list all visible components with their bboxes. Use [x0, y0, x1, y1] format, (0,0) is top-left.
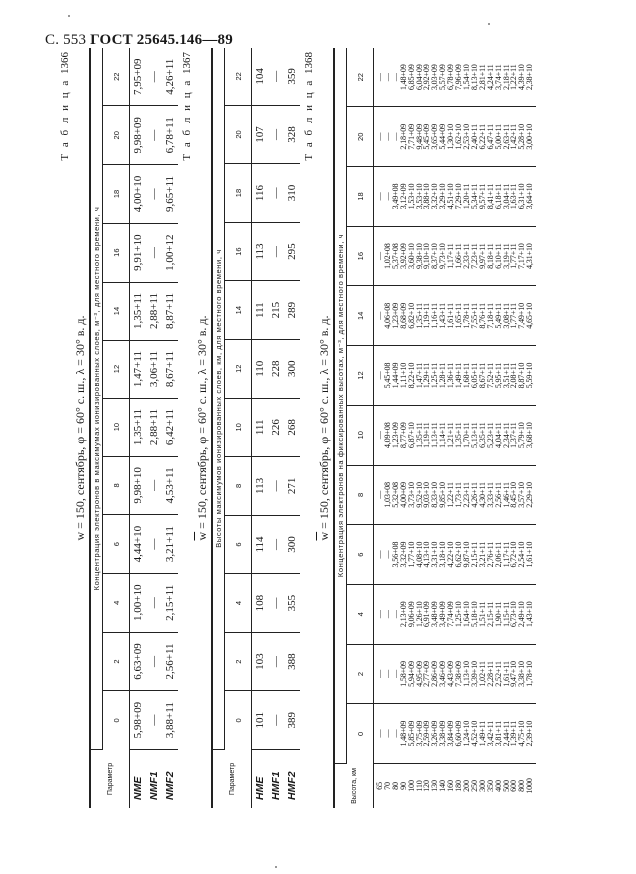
- table-cell: —: [268, 457, 284, 516]
- table-number: 1367: [181, 52, 193, 74]
- column-values: — — — 2,18+09 7,71+09 9,48+09 5,45+09 3,65+09 5,44+09 1,30+10 1,62+10 2,53+10 2,40+11 6,22+11 6,47+11 5,00+11 2,63+11 1,42+11 5,28+10 3,00+10: [375, 123, 535, 150]
- hour-header: 4: [103, 573, 130, 632]
- table-cell: 289: [284, 281, 300, 340]
- hour-header: 2: [347, 644, 374, 704]
- table-cell: 4,26+11: [162, 48, 178, 106]
- table-cell: —: [268, 515, 284, 574]
- hour-header-row: [103, 48, 130, 808]
- table-cell: 113: [252, 457, 269, 516]
- hour-header: 6: [103, 515, 130, 574]
- table-cell: 228: [268, 339, 284, 398]
- table-cell: 103: [252, 632, 269, 691]
- table-cell: —: [268, 632, 284, 691]
- table-cell: —: [146, 632, 162, 691]
- hour-header: 10: [225, 398, 252, 457]
- column-values: — — — 1,48+09 6,85+09 6,04+09 2,92+09 3,03+09 5,57+09 6,78+09 7,96+09 1,54+10 8,13+10 2,81+11 4,24+11 3,74+11 2,18+11 1,22+11 4,39+10 2,38+10: [375, 64, 535, 91]
- hour-header: 4: [347, 584, 374, 644]
- table-cell: 116: [252, 164, 269, 223]
- hour-header: 20: [225, 105, 252, 164]
- hour-header: 8: [225, 457, 252, 516]
- column-values: — — — 2,13+09 9,06+09 1,26+10 6,91+09 3,48+09 3,49+09 7,74+09 1,25+10 1,64+10 5,18+10 1,51+11 2,15+11 1,90+11 1,15+11 6,73+10 2,49+10 1,43+10: [375, 601, 535, 628]
- table-cell: 8,87+11: [162, 282, 178, 340]
- table-cell: 6,42+11: [162, 398, 178, 456]
- table-cell: —: [146, 691, 162, 750]
- table-cell: —: [268, 691, 284, 750]
- table-1366-label: [58, 48, 72, 808]
- table-cell: —: [146, 456, 162, 515]
- table-cell: [374, 226, 537, 286]
- parameter-name: HMF1: [270, 771, 282, 800]
- hour-header: 16: [103, 223, 130, 282]
- table-row: [130, 48, 147, 808]
- table-label-text: Т а б л и ц а: [181, 78, 193, 161]
- parameter-name: HME: [254, 776, 266, 800]
- table-cell: [374, 167, 537, 227]
- table-cell: 355: [284, 574, 300, 633]
- table-row: [162, 48, 178, 808]
- span-title: Концентрация электронов в максимумах ионизированных слоев, м⁻³, для местного времени, ч: [90, 48, 103, 750]
- table-cell: —: [268, 222, 284, 281]
- table-label-text: Т а б л и ц а: [303, 78, 315, 161]
- hour-header: 6: [225, 515, 252, 574]
- height-column: [374, 764, 537, 809]
- hour-header: 12: [103, 340, 130, 398]
- table-cell: 1,00+12: [162, 223, 178, 282]
- table-cell: 4,44+10: [130, 515, 147, 574]
- caption-text: = 150, сентябрь, φ = 60° с. ш., λ = 30° в. д.: [195, 315, 209, 532]
- hour-header-row: [225, 48, 252, 808]
- hour-header: 18: [225, 164, 252, 223]
- hour-header-row: [347, 48, 374, 808]
- table-cell: 9,98+09: [130, 106, 147, 165]
- table-cell: 388: [284, 632, 300, 691]
- hour-header: 0: [103, 691, 130, 750]
- table-row: [268, 48, 284, 808]
- span-title: Концентрация электронов на фиксированных высотах, м⁻³, для местного времени, ч: [334, 48, 347, 764]
- table-cell: 226: [268, 398, 284, 457]
- table-cell: 107: [252, 105, 269, 164]
- hour-header: 14: [347, 286, 374, 346]
- hour-header: 20: [347, 107, 374, 167]
- height-header: Высота, км: [334, 764, 374, 809]
- column-values: — 5,45+08 1,44+09 1,11+10 8,22+10 1,47+11 1,29+11 1,25+11 1,28+11 1,36+11 1,49+11 1,68+11 6,05+11 8,67+11 7,52+11 5,95+11 3,51+11 2,08+11 8,87+10 5,59+10: [375, 362, 535, 389]
- table-cell: 389: [284, 691, 300, 750]
- table-cell: 6,63+09: [130, 632, 147, 691]
- table-label-text: Т а б л и ц а: [59, 78, 71, 161]
- table-cell: —: [146, 515, 162, 574]
- page-header: [45, 32, 233, 49]
- table-cell: 9,91+10: [130, 223, 147, 282]
- table-cell: —: [146, 573, 162, 632]
- table-cell: 6,78+11: [162, 106, 178, 165]
- table-cell: 268: [284, 398, 300, 457]
- table-cell: 110: [252, 339, 269, 398]
- table-cell: 215: [268, 281, 284, 340]
- table-cell: [374, 346, 537, 406]
- table-body: [130, 48, 179, 808]
- table-cell: 111: [252, 398, 269, 457]
- parameter-name: NME: [132, 776, 144, 800]
- table-1367-caption: [194, 48, 211, 808]
- parameter-name: NMF2: [164, 771, 176, 800]
- column-values: — 4,06+08 1,23+09 8,68+09 6,82+10 1,35+11 1,19+11 1,16+11 1,43+11 1,61+11 1,65+11 1,78+11 7,55+11 8,76+11 7,18+11 5,49+11 3,08+11 1,77+11 7,49+10 4,65+10: [375, 302, 535, 329]
- table-cell: 2,88+11: [146, 282, 162, 340]
- parameter-name: HMF2: [286, 771, 298, 800]
- param-header: Параметр: [212, 750, 252, 809]
- table-cell: 1,35+11: [130, 282, 147, 340]
- hour-header: 12: [347, 346, 374, 406]
- table-1366: [89, 48, 178, 808]
- hour-header: 18: [347, 167, 374, 227]
- column-values: — — — 1,48+09 5,85+09 3,75+09 2,59+09 3,26+09 3,38+09 3,84+09 6,60+09 1,24+10 4,52+10 1,49+11 3,42+11 3,81+11 2,44+11 1,39+11 4,75+10 2,39+10: [375, 720, 535, 747]
- scan-speck: [488, 23, 490, 25]
- table-cell: 7,95+09: [130, 48, 147, 106]
- table-cell: [374, 107, 537, 167]
- hour-header: 6: [347, 525, 374, 585]
- table-body: [252, 48, 301, 808]
- param-header: Параметр: [90, 750, 130, 809]
- table-cell: 2,15+11: [162, 573, 178, 632]
- table-cell: 2,88+11: [146, 398, 162, 456]
- hour-header: 10: [347, 405, 374, 465]
- hour-header: 14: [103, 282, 130, 340]
- parameter-name: NMF1: [148, 771, 160, 800]
- table-cell: —: [146, 165, 162, 224]
- table-cell: [374, 405, 537, 465]
- standard-number: ГОСТ 25645.146—89: [90, 32, 233, 48]
- table-cell: [374, 644, 537, 704]
- table-cell: [374, 465, 537, 525]
- table-1368-label: [302, 48, 316, 808]
- table-cell: —: [268, 48, 284, 105]
- table-cell: 1,35+11: [130, 398, 147, 456]
- table-cell: 9,65+11: [162, 165, 178, 224]
- caption-text: = 150, сентябрь, φ = 60° с. ш., λ = 30° в. д.: [317, 315, 331, 532]
- table-cell: 300: [284, 339, 300, 398]
- table-row: [284, 48, 300, 808]
- table-cell: 295: [284, 222, 300, 281]
- page-number: С. 553: [45, 32, 87, 48]
- height-values: 65 70 80 90 100 110 120 130 140 160 180 200 250 300 350 400 500 600 800 1000: [375, 778, 535, 794]
- hour-header: 20: [103, 106, 130, 165]
- table-cell: 108: [252, 574, 269, 633]
- table-cell: 114: [252, 515, 269, 574]
- table-cell: 101: [252, 691, 269, 750]
- table-cell: [374, 48, 537, 107]
- table-cell: 3,21+11: [162, 515, 178, 574]
- hour-header: 22: [347, 48, 374, 107]
- w-symbol: $\overline{w}$: [317, 531, 331, 541]
- table-cell: —: [146, 106, 162, 165]
- hour-header: 14: [225, 281, 252, 340]
- rotated-content: [58, 48, 606, 808]
- column-values: — — — 1,58+09 5,94+09 4,95+09 2,77+09 2,86+09 3,46+09 4,43+09 7,38+09 1,13+10 3,39+10 1,02+11 2,28+11 2,52+11 1,61+11 9,47+10 3,38+10 1,78+10: [375, 661, 535, 687]
- table-cell: 359: [284, 48, 300, 105]
- hour-header: 16: [347, 226, 374, 286]
- table-cell: 5,98+09: [130, 691, 147, 750]
- column-values: — 1,03+08 5,32+08 4,00+09 3,73+10 9,52+10 9,03+10 8,33+10 9,85+10 1,22+11 1,73+11 2,23+11 4,26+11 4,30+11 3,33+11 2,56+11 1,46+11 8,45+10 3,57+10 2,29+10: [375, 482, 535, 508]
- hour-header: 10: [103, 398, 130, 456]
- hour-header: 4: [225, 574, 252, 633]
- scan-speck: [68, 15, 70, 17]
- table-cell: [374, 704, 537, 764]
- table-number: 1366: [59, 52, 71, 74]
- hour-header: 18: [103, 165, 130, 224]
- hour-header: 16: [225, 222, 252, 281]
- scan-speck: [275, 866, 277, 868]
- hour-header: 0: [225, 691, 252, 750]
- table-cell: [374, 584, 537, 644]
- table-cell: 3,88+11: [162, 691, 178, 750]
- table-number: 1368: [303, 52, 315, 74]
- column-values: — 4,09+08 1,23+09 8,77+09 6,87+10 1,35+11 1,19+11 1,13+11 1,14+11 1,21+11 1,35+11 1,70+11 5,13+11 6,35+11 5,23+11 4,04+11 2,34+11 1,37+11 5,79+10 3,68+10: [375, 422, 535, 449]
- table-cell: [374, 525, 537, 585]
- table-cell: —: [146, 223, 162, 282]
- hour-header: 8: [347, 465, 374, 525]
- table-cell: 111: [252, 281, 269, 340]
- table-cell: 2,56+11: [162, 632, 178, 691]
- table-body: [374, 48, 537, 808]
- table-cell: —: [268, 574, 284, 633]
- table-1367: [211, 48, 300, 808]
- hour-header: 2: [225, 632, 252, 691]
- hour-header: 2: [103, 632, 130, 691]
- table-cell: 4,53+11: [162, 456, 178, 515]
- column-values: — 1,02+08 5,37+08 3,92+09 3,60+10 9,38+10 9,10+10 8,37+10 9,73+10 1,17+11 1,66+11 2,33+11 7,23+11 9,97+11 8,18+11 6,10+11 3,19+11 1,77+11 7,17+10 4,31+10: [375, 243, 535, 270]
- table-cell: —: [146, 48, 162, 106]
- table-1367-label: [180, 48, 194, 808]
- w-symbol: $\overline{w}$: [195, 531, 209, 541]
- hour-header: 12: [225, 339, 252, 398]
- column-values: — — 3,56+08 3,32+09 1,77+10 4,08+10 4,13+10 3,31+10 3,18+10 4,22+10 6,62+10 9,87+10 2,15+11 3,21+11 2,76+11 2,06+11 1,17+11 6,72+10 2,54+10 1,61+10: [375, 541, 535, 568]
- table-cell: 1,47+11: [130, 340, 147, 398]
- hour-header: 22: [103, 48, 130, 106]
- hour-header: 0: [347, 704, 374, 764]
- table-cell: —: [268, 105, 284, 164]
- hour-header: 22: [225, 48, 252, 105]
- table-1368: [333, 48, 536, 808]
- table-1368-caption: [316, 48, 333, 808]
- column-values: — — 3,49+08 3,12+09 1,53+10 3,53+10 3,88+10 3,32+10 3,29+10 4,51+10 7,29+10 1,20+11 5,34+11 9,57+11 8,41+11 6,18+11 3,04+11 1,63+11 6,31+10 3,64+10: [375, 183, 535, 210]
- table-cell: 271: [284, 457, 300, 516]
- span-title: Высоты максимумов ионизированных слоев, км, для местного времени, ч: [212, 48, 225, 750]
- table-cell: 328: [284, 105, 300, 164]
- table-cell: 3,06+11: [146, 340, 162, 398]
- table-cell: 310: [284, 164, 300, 223]
- table-row: [252, 48, 269, 808]
- hour-header: 8: [103, 456, 130, 515]
- table-1366-caption: w = 150, сентябрь, φ = 60° с. ш., λ = 30° в. д.: [73, 315, 87, 541]
- table-cell: 4,00+10: [130, 165, 147, 224]
- table-cell: [374, 286, 537, 346]
- table-row: [374, 48, 537, 808]
- table-cell: 8,67+11: [162, 340, 178, 398]
- table-row: [146, 48, 162, 808]
- table-cell: 104: [252, 48, 269, 105]
- table-cell: —: [268, 164, 284, 223]
- table-cell: 9,98+10: [130, 456, 147, 515]
- table-cell: 300: [284, 515, 300, 574]
- table-cell: 113: [252, 222, 269, 281]
- table-cell: 1,00+10: [130, 573, 147, 632]
